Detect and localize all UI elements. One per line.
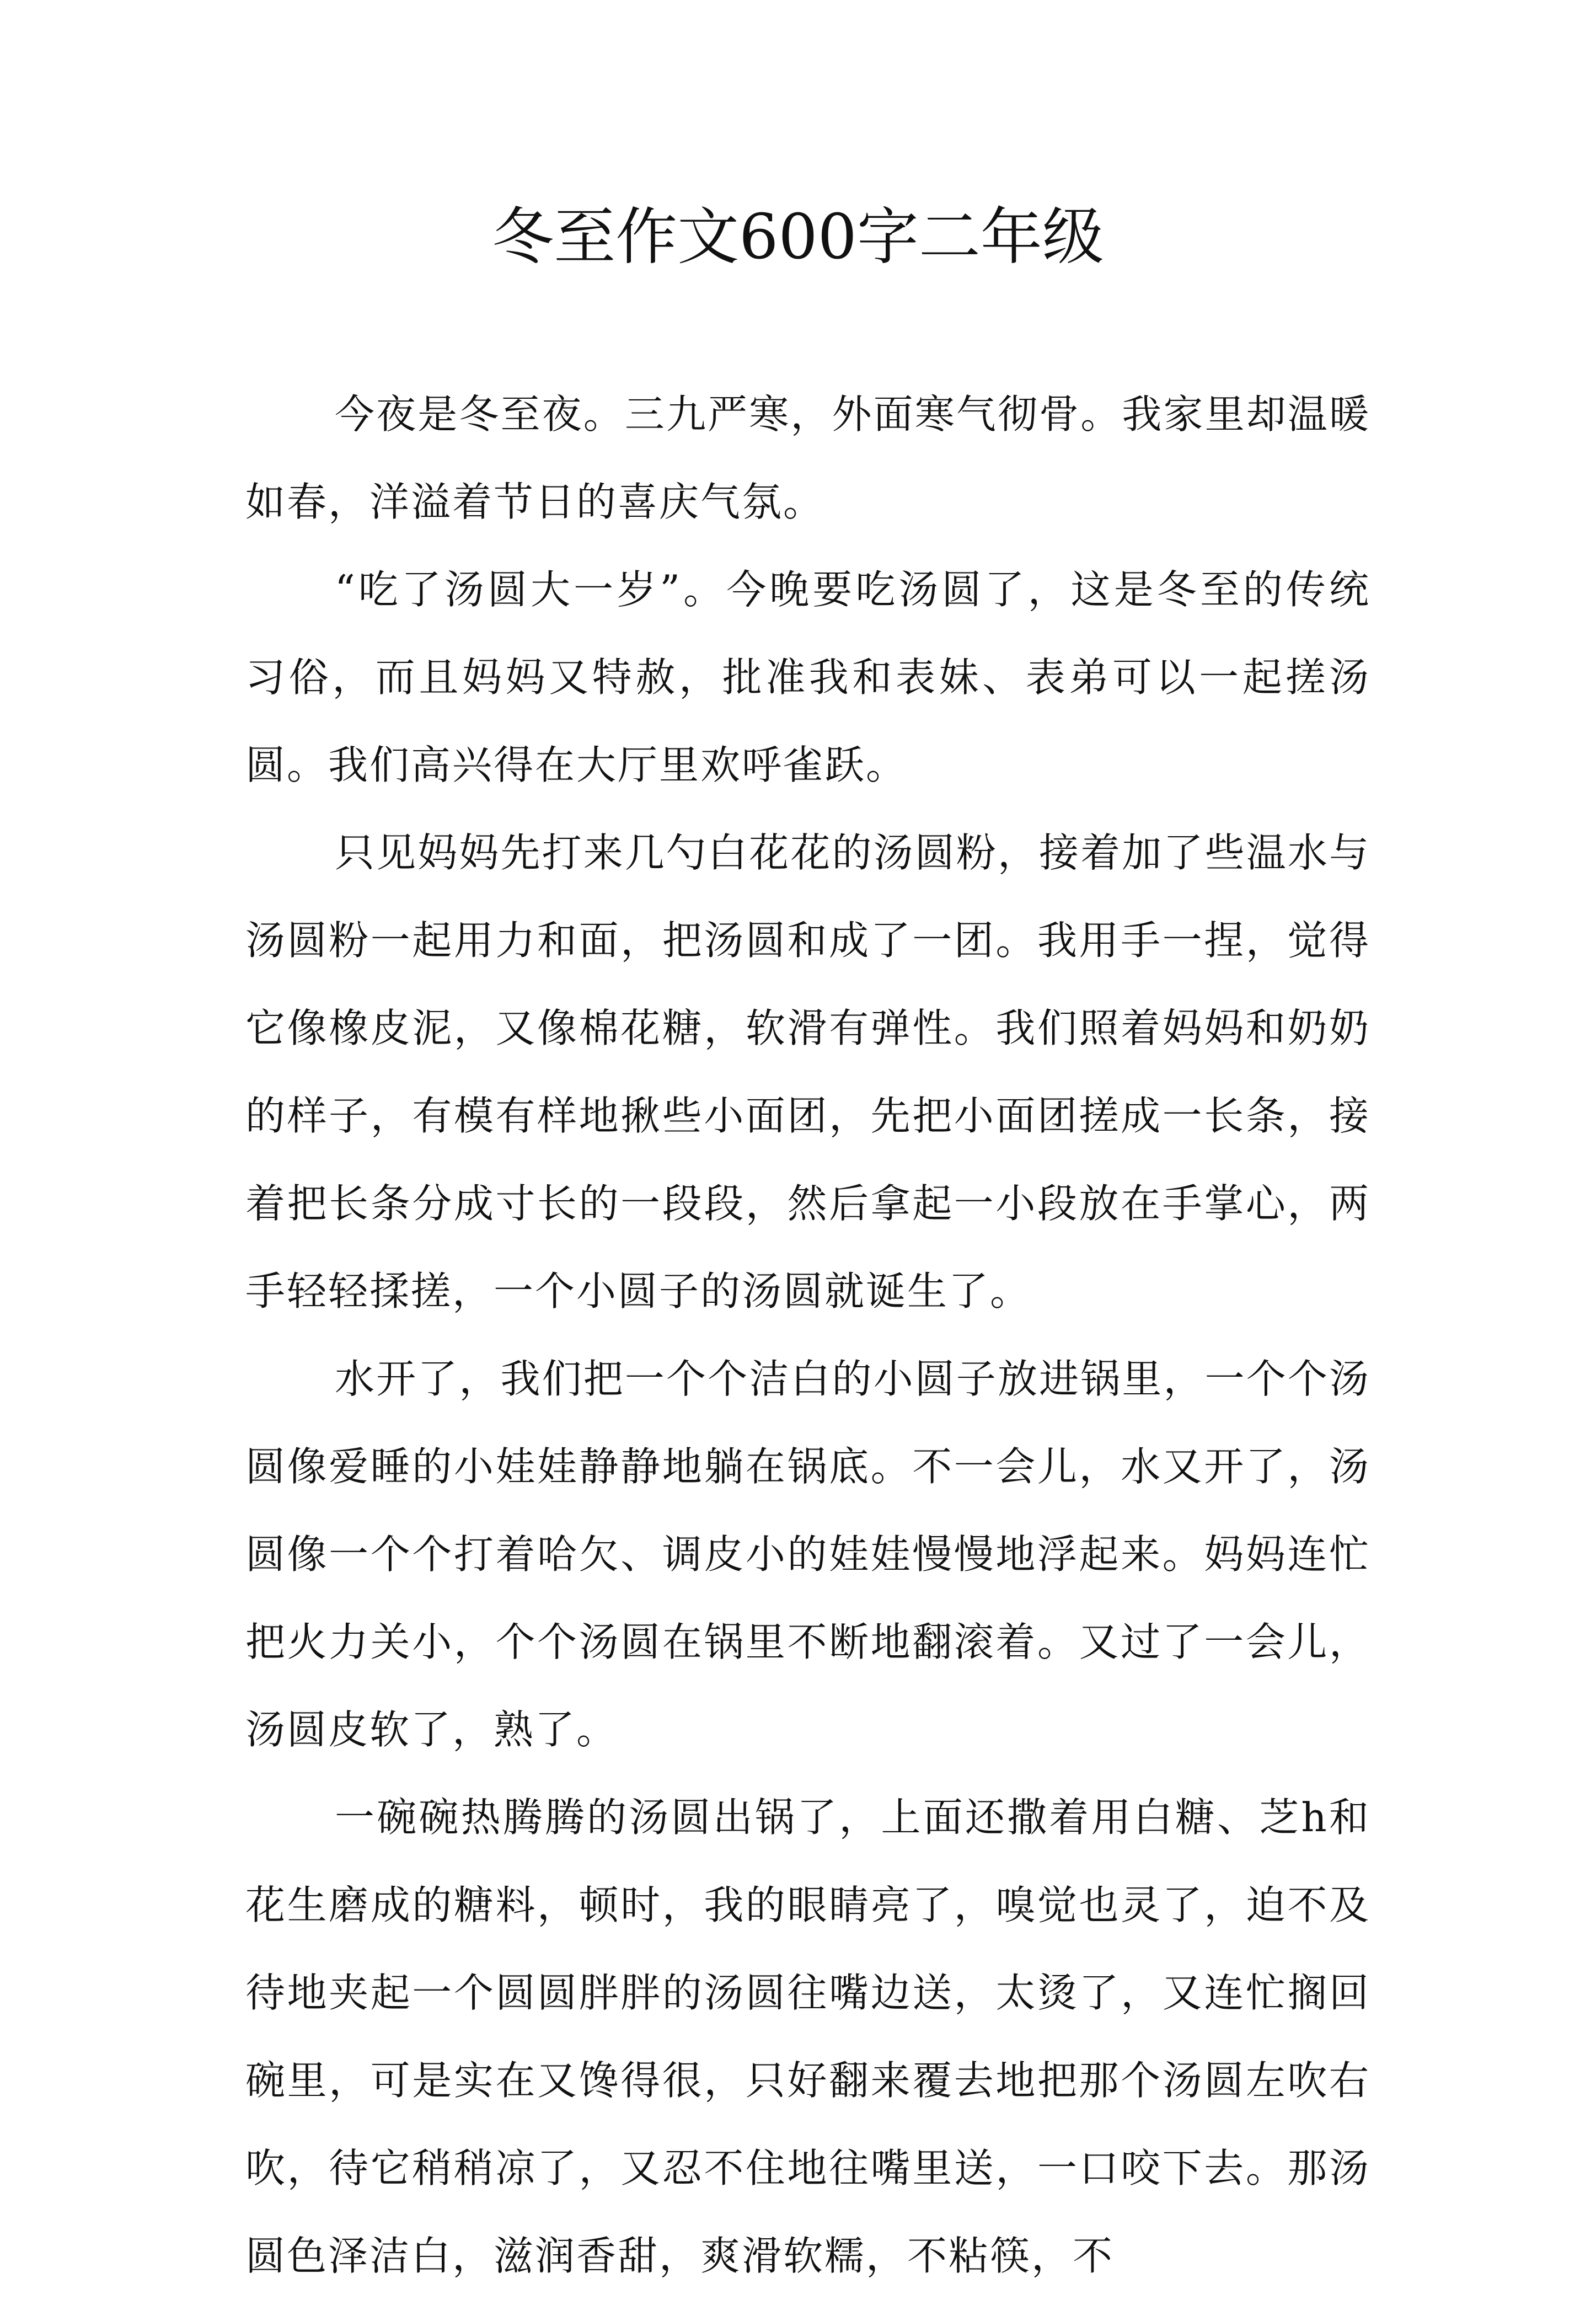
document-body [245,371,1370,2300]
document-title: 冬至作文600字二年级 [492,201,1104,273]
paragraph-2: “吃了汤圆大一岁”。今晚要吃汤圆了，这是冬至的传统习俗，而且妈妈又特赦，批准我和表妹、表弟可以一起搓汤圆。我们高兴得在大厅里欢呼雀跃。 [245,566,1370,788]
paragraph-1: 今夜是冬至夜。三九严寒，外面寒气彻骨。我家里却温暖如春，洋溢着节日的喜庆气氛。 [245,391,1370,525]
paragraph-5: 一碗碗热腾腾的汤圆出锅了，上面还撒着用白糖、芝h和花生磨成的糖料，顿时，我的眼睛亮了，嗅觉也灵了，迫不及待地夹起一个圆圆胖胖的汤圆往嘴边送，太烫了，又连忙搁回碗里，可是实在又馋得很，只好翻来覆去地把那个汤圆左吹右吹，待它稍稍凉了，又忍不住地往嘴里送，一口咬下去。那汤圆色泽洁白，滋润香甜，爽滑软糯，不粘筷，不 [245,1794,1370,2279]
paragraph-4: 水开了，我们把一个个洁白的小圆子放进锅里，一个个汤圆像爱睡的小娃娃静静地躺在锅底。不一会儿，水又开了，汤圆像一个个打着哈欠、调皮小的娃娃慢慢地浮起来。妈妈连忙把火力关小，个个汤圆在锅里不断地翻滚着。又过了一会儿，汤圆皮软了，熟了。 [245,1356,1370,1753]
paragraph-3: 只见妈妈先打来几勺白花花的汤圆粉，接着加了些温水与汤圆粉一起用力和面，把汤圆和成了一团。我用手一捏，觉得它像橡皮泥，又像棉花糖，软滑有弹性。我们照着妈妈和奶奶的样子，有模有样地揪些小面团，先把小面团搓成一长条，接着把长条分成寸长的一段段，然后拿起一小段放在手掌心，两手轻轻揉搓，一个小圆子的汤圆就诞生了。 [245,830,1370,1314]
